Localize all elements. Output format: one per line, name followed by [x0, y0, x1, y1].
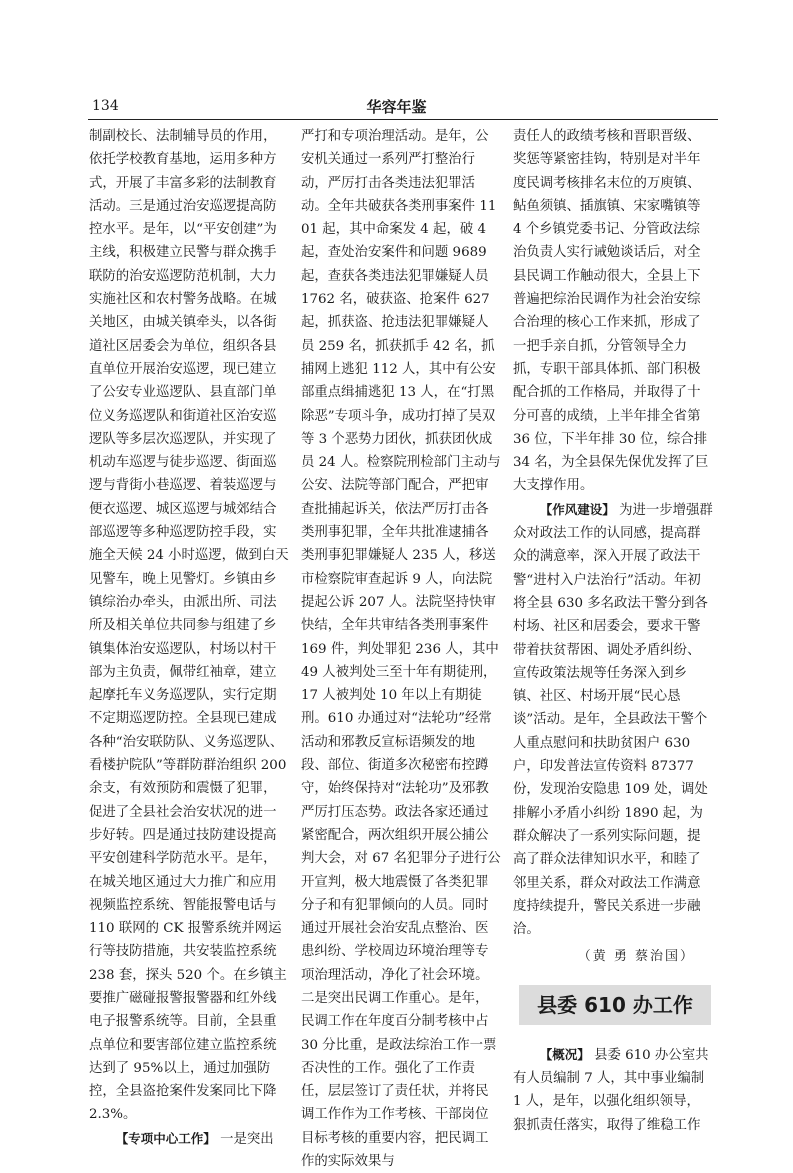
- section-tag: 【作风建设】: [539, 501, 615, 517]
- paragraph: 制副校长、法制辅导员的作用，依托学校教育基地，运用多种方式，开展了丰富多彩的法制教育活动。三是通过治安巡逻提高防控水平。是年，以“平安创建”为主线，积极建立民警与群众携手联防的治安巡逻防范机制，大力实施社区和农村警务战略。在城关地区，由城关镇牵头，以各街道社区居委会为单位，组织各县直单位开展治安巡逻，现已建立了公安专业巡逻队、县直部门单位义务巡逻队和街道社区治安巡逻队等多层次巡逻队，并实现了机动车巡逻与徒步巡逻、街面巡逻与背街小巷巡逻、着装巡逻与便衣巡逻、城区巡逻与城郊结合部巡逻等多种巡逻防控手段，实施全天候 24 小时巡逻，做到白天见警车，晚上见警灯。乡镇由乡镇综治办牵头，由派出所、司法所及相关单位共同参与组建了乡镇集体治安巡逻队，村场以村干部为主负责，佩带红袖章，建立起摩托车义务巡逻队，实行定期不定期巡逻防控。全县现已建成各种“治安联防队、义务巡逻队、看楼护院队”等群防群治组织 200 余支，有效预防和震慑了犯罪，促进了全县社会治安状况的进一步好转。四是通过技防建设提高平安创建科学防范水平。是年，在城关地区通过大力推广和应用视频监控系统、智能报警电话与 110 联网的 CK 报警系统并网运行等技防措施，共安装监控系统 238 套，探头 520 个。在乡镇主要推广磁碰报警报警器和红外线电子报警系统等。目前，全县重点单位和要害部位建立监控系统达到了 95%以上，通过加强防控，全县盗抢案件发案同比下降 2.3%。: [89, 129, 289, 1123]
- text-column-3: [513, 125, 713, 1137]
- paragraph-text: 一是突出: [215, 1131, 274, 1147]
- paragraph-text: 县委 610 办公室共有人员编制 7 人，其中事业编制 1 人，是年，以强化组织领导，狠抓责任落实，取得了维稳工作: [513, 1047, 709, 1133]
- text-column-1: [89, 125, 289, 1151]
- section-tag: 【概况】: [539, 1046, 590, 1062]
- section-tag: 【专项中心工作】: [115, 1130, 216, 1146]
- paragraph: [513, 498, 713, 942]
- paragraph: [513, 1043, 713, 1137]
- running-header-title: 华容年鉴: [366, 98, 427, 116]
- text-column-2: [301, 125, 501, 1173]
- section-heading: 县委 610 办工作: [519, 985, 711, 1025]
- author-credit: （黄 勇 蔡治国）: [577, 949, 695, 965]
- header-rule: [88, 119, 718, 120]
- paragraph: 责任人的政绩考核和晋职晋级、奖惩等紧密挂钩，特别是对半年度民调考核排名末位的万庾镇、鲇鱼须镇、插旗镇、宋家嘴镇等 4 个乡镇党委书记、分管政法综治负责人实行诫勉谈话后，对全县民调工作触动很大，全县上下普遍把综治民调作为社会治安综合治理的核心工作来抓，形成了一把手亲自抓，分管领导全力抓，专职干部具体抓、部门积极配合抓的工作格局，并取得了十分可喜的成绩，上半年排全省第 36 位，下半年排 30 位，综合排 34 名，为全县保先保优发挥了巨大支撑作用。: [513, 129, 709, 494]
- page-number: 134: [92, 98, 119, 114]
- paragraph-text: 为进一步增强群众对政法工作的认同感，提高群众的满意率，深入开展了政法干警“进村入户法治行”活动。年初将全县 630 多名政法干警分到各村场、社区和居委会，要求干警带着扶贫帮困、调处矛盾纠纷、宣传政策法规等任务深入到乡镇、社区、村场开展“民心恳谈”活动。是年，全县政法干警个人重点慰问和扶助贫困户 630 户，印发普法宣传资料 87377 份，发现治安隐患 109 处，调处排解小矛盾小纠纷 1890 起，为群众解决了一系列实际问题，提高了群众法律知识水平，和睦了邻里关系，群众对政法工作满意度持续提升，警民关系进一步融洽。: [513, 502, 713, 938]
- paragraph: 严打和专项治理活动。是年，公安机关通过一系列严打整治行动，严厉打击各类违法犯罪活动。全年共破获各类刑事案件 1101 起，其中命案发 4 起，破 4 起，查处治安案件和问题 9689 起，查获各类违法犯罪嫌疑人员 1762 名，破获盗、抢案件 627 起，抓获盗、抢违法犯罪嫌疑人员 259 名，抓获抓手 42 名，抓捕网上逃犯 112 人，其中有公安部重点缉捕逃犯 13 人，在“打黑除恶”专项斗争，成功打掉了吴双等 3 个恶势力团伙，抓获团伙成员 24 人。检察院刑检部门主动与公安、法院等部门配合，严把审查批捕起诉关，依法严厉打击各类刑事犯罪，全年共批准逮捕各类刑事犯罪嫌疑人 235 人，移送市检察院审查起诉 9 人，向法院提起公诉 207 人。法院坚持快审快结，全年共审结各类刑事案件 169 件，判处罪犯 236 人，其中 49 人被判处三至十年有期徒刑，17 人被判处 10 年以上有期徒刑。610 办通过对“法轮功”经常活动和邪教反宣标语频发的地段、部位、街道多次秘密布控蹲守，始终保持对“法轮功”及邪教严厉打压态势。政法各家还通过紧密配合，两次组织开展公捕公判大会，对 67 名犯罪分子进行公开宣判，极大地震慑了各类犯罪分子和有犯罪倾向的人员。同时通过开展社会治安乱点整治、医患纠纷、学校周边环境治理等专项治理活动，净化了社会环境。二是突出民调工作重心。是年，民调工作在年度百分制考核中占 30 分比重，是政法综治工作一票否决性的工作。强化了工作责任，层层签订了责任状，并将民调工作作为工作考核、干部岗位目标考核的重要内容，把民调工作的实际效果与: [301, 129, 501, 1170]
- paragraph: [89, 1127, 289, 1151]
